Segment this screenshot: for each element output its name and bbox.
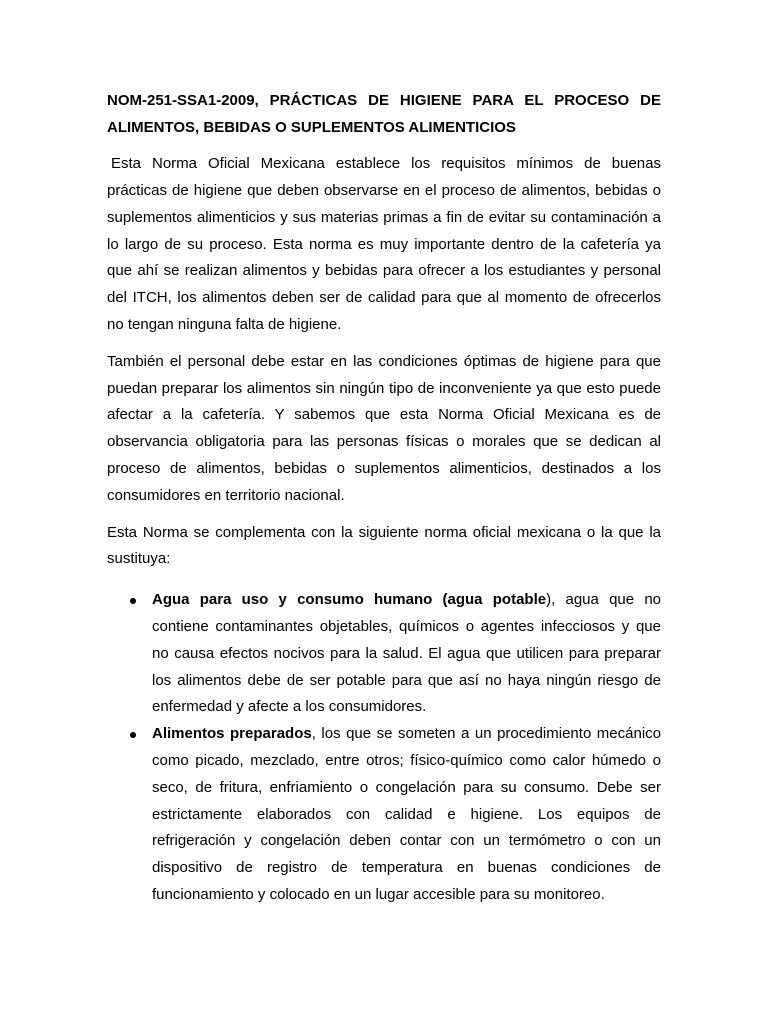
- bullet-text: , los que se someten a un procedimiento mecánico como picado, mezclado, entre otros; físico-químico como calor húmedo o seco, de fritura, enfriamiento o congelación para su consumo. Debe ser estrictamente elaborados con calidad e higiene. Los equipos de refrigeración y congelación deben contar con un termómetro o con un dispositivo de registro de temperatura en buenas condiciones de funcionamiento y colocado en un lugar accesible para su monitoreo.: [152, 725, 661, 903]
- personnel-paragraph: También el personal debe estar en las condiciones óptimas de higiene para que puedan preparar los alimentos sin ningún tipo de inconveniente ya que esto puede afectar a la cafetería. Y sabemos que esta Norma Oficial Mexicana es de observancia obligatoria para las personas físicas o morales que se dedican al proceso de alimentos, bebidas o suplementos alimenticios, destinados a los consumidores en territorio nacional.: [107, 352, 661, 504]
- document-title: NOM-251-SSA1-2009, PRÁCTICAS DE HIGIENE PARA EL PROCESO DE ALIMENTOS, BEBIDAS O SUPLEMENTOS ALIMENTICIOS: [107, 92, 661, 136]
- bullet-item-alimentos: [107, 721, 661, 909]
- bullet-item-agua: [107, 587, 661, 721]
- bullet-icon: [130, 732, 136, 738]
- intro-paragraph: Esta Norma Oficial Mexicana establece los requisitos mínimos de buenas prácticas de higiene que deben observarse en el proceso de alimentos, bebidas o suplementos alimenticios y sus materias primas a fin de evitar su contaminación a lo largo de su proceso. Esta norma es muy importante dentro de la cafetería ya que ahí se realizan alimentos y bebidas para ofrecer a los estudiantes y personal del ITCH, los alimentos deben ser de calidad para que al momento de ofrecerlos no tengan ninguna falta de higiene.: [107, 155, 661, 333]
- complement-paragraph: Esta Norma se complementa con la siguiente norma oficial mexicana o la que la sustituya:: [107, 523, 661, 568]
- bullet-list: [107, 587, 661, 909]
- bullet-term: Alimentos preparados: [152, 725, 312, 743]
- bullet-icon: [130, 598, 136, 604]
- bullet-text: ), agua que no contiene contaminantes objetables, químicos o agentes infecciosos y que no causa efectos nocivos para la salud. El agua que utilicen para preparar los alimentos debe de ser potable para que así no haya ningún riesgo de enfermedad y afecte a los consumidores.: [152, 591, 661, 716]
- bullet-term: Agua para uso y consumo humano (agua potable: [152, 591, 547, 609]
- document-page: [107, 88, 661, 909]
